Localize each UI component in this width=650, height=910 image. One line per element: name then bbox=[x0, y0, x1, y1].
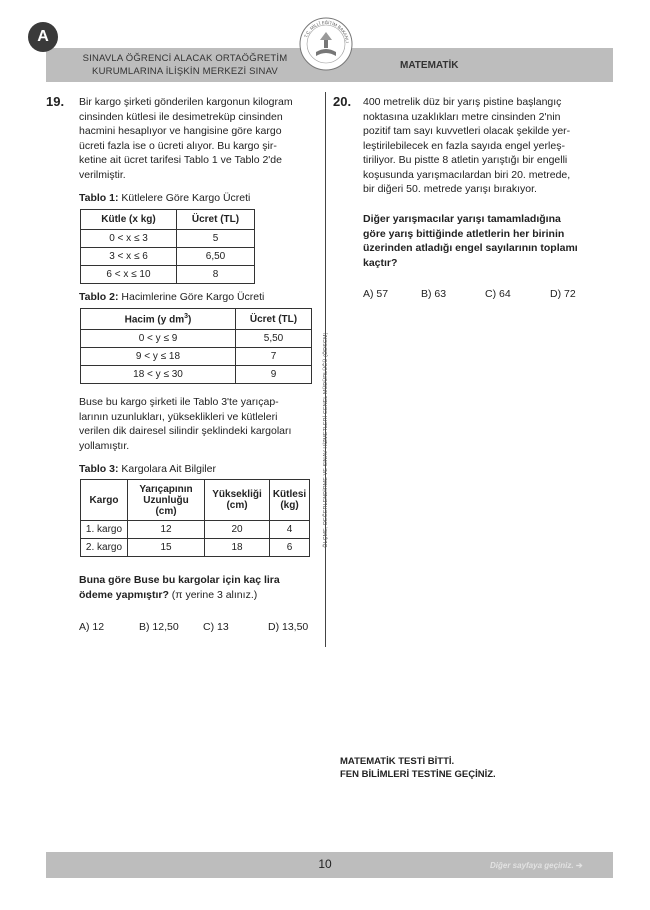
table-row: 2. kargo 15 18 6 bbox=[81, 539, 310, 557]
table2-caption: Tablo 2: Hacimlerine Göre Kargo Ücreti bbox=[79, 291, 265, 303]
logo-text: T.C. MİLLÎ EĞİTİM BAKANLI bbox=[303, 19, 350, 44]
q19-question: Buna göre Buse bu kargolar için kaç lira ödeme yapmıştır? (π yerine 3 alınız.) bbox=[79, 574, 280, 601]
q20-option-b[interactable]: B) 63 bbox=[421, 288, 447, 300]
table-row: 6 < x ≤ 10 8 bbox=[81, 266, 255, 284]
q19-number: 19. bbox=[46, 94, 65, 109]
q19-option-c[interactable]: C) 13 bbox=[203, 621, 229, 633]
table-row: 18 < y ≤ 30 9 bbox=[81, 366, 312, 384]
sidebar-text: ÖLÇME, DEĞERLENDİRME VE SINAV HİZMETLERİ GENEL MÜDÜRLÜĞÜ (ÖDSGM) bbox=[323, 332, 329, 548]
table-row: 0 < x ≤ 3 5 bbox=[81, 230, 255, 248]
q20-intro: 400 metrelik düz bir yarış pistine başlangıç noktasına uzaklıkları metre cinsinden 2'nin pozitif tam sayı kuvvetleri olacak şekilde yer- leştirilebilecek en fazla sayıda engel yerleş- tiriliyor. Bu pistte 8 atletin yarıştığı bir engelli koşusunda yarışmacılardan biri 20. metrede, bir diğeri 50. metrede yarışı bırakıyor. bbox=[363, 96, 571, 195]
table3-caption: Tablo 3: Kargolara Ait Bilgiler bbox=[79, 463, 216, 475]
subject-title: MATEMATİK bbox=[400, 60, 459, 71]
next-page-hint: Diğer sayfaya geçiniz. ➔ bbox=[490, 861, 583, 870]
table1: Kütle (x kg) Ücret (TL) 0 < x ≤ 3 5 3 < x ≤ 6 6,50 6 < x ≤ 10 8 bbox=[80, 209, 255, 284]
q19-middle: Buse bu kargo şirketi ile Tablo 3'te yarıçap- larının uzunlukları, yükseklikleri ve kütleleri verilen dik dairesel silindir şeklindeki kargoları yollamıştır. bbox=[79, 396, 292, 452]
page-number: 10 bbox=[318, 857, 332, 871]
booklet-badge: A bbox=[28, 22, 58, 52]
q19-option-d[interactable]: D) 13,50 bbox=[268, 621, 309, 633]
end-message: MATEMATİK TESTİ BİTTİ. FEN BİLİMLERİ TESTİNE GEÇİNİZ. bbox=[340, 756, 496, 780]
exam-title-line1: SINAVLA ÖĞRENCİ ALACAK ORTAÖĞRETİM bbox=[82, 53, 288, 64]
q20-option-a[interactable]: A) 57 bbox=[363, 288, 389, 300]
q20-question: Diğer yarışmacılar yarışı tamamladığına göre yarış bittiğinde atletlerin her birinin üzerinden atladığı engel sayılarının toplamı kaçtır? bbox=[363, 213, 578, 269]
table-row: 9 < y ≤ 18 7 bbox=[81, 348, 312, 366]
q19-option-a[interactable]: A) 12 bbox=[79, 621, 105, 633]
q19-intro: Bir kargo şirketi gönderilen kargonun kilogram cinsinden kütlesi ile desimetreküp cinsinden hacmini hesaplıyor ve hangisine göre kargo ücreti fazla ise o ücreti alıyor. Bu kargo şir- ketine ait ücret tarifesi Tablo 1 ve Tablo 2'de verilmiştir. bbox=[79, 96, 293, 181]
q20-number: 20. bbox=[333, 94, 352, 109]
table-row: 3 < x ≤ 6 6,50 bbox=[81, 248, 255, 266]
meb-logo-icon bbox=[298, 16, 354, 72]
exam-title bbox=[60, 52, 310, 78]
q19-options bbox=[79, 621, 324, 637]
exam-title-line2: KURUMLARINA İLİŞKİN MERKEZİ SINAV bbox=[92, 66, 278, 77]
table2: Hacim (y $dm^3$) Ücret (TL) 0 < y ≤ 9 5,50 9 < y ≤ 18 7 18 < y ≤ 30 9 bbox=[80, 308, 312, 384]
table-row: 1. kargo 12 20 4 bbox=[81, 521, 310, 539]
table3: Kargo Yarıçapının Uzunluğu (cm) Yüksekliği (cm) Kütlesi (kg) 1. kargo 12 20 4 2. kargo 15 18 6 bbox=[80, 479, 310, 557]
table-row: 0 < y ≤ 9 5,50 bbox=[81, 330, 312, 348]
table1-caption: Tablo 1: Kütlelere Göre Kargo Ücreti bbox=[79, 192, 251, 204]
q20-options bbox=[363, 288, 613, 304]
q19-option-b[interactable]: B) 12,50 bbox=[139, 621, 179, 633]
arrow-right-icon: ➔ bbox=[575, 861, 583, 870]
q20-option-d[interactable]: D) 72 bbox=[550, 288, 576, 300]
q20-option-c[interactable]: C) 64 bbox=[485, 288, 511, 300]
